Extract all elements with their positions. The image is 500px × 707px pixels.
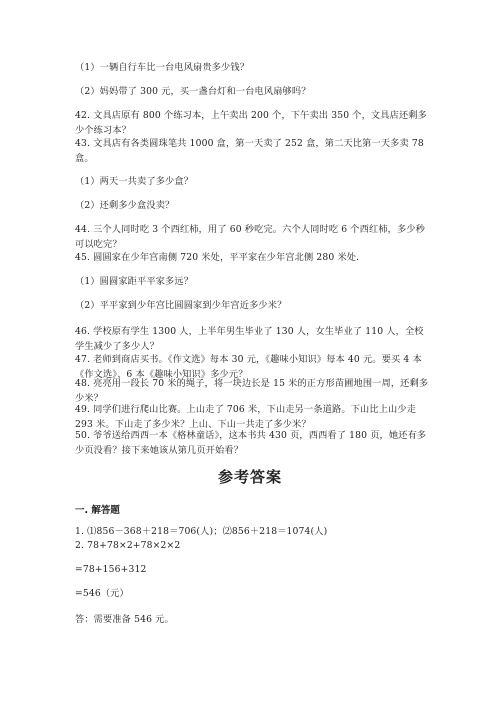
question-45-part-1: （1）圆圆家距平平家多远？ <box>75 276 194 287</box>
question-43: 43. 文具店有各类圆珠笔共 1000 盒，第一天卖了 252 盒，第二天比第一天多卖 78 盒。 <box>75 138 424 164</box>
question-48: 48. 亮亮用一段长 70 米的绳子，将一块边长是 15 米的正方形苗圃地围一周，还剩多少米？ <box>75 378 429 404</box>
question-45: 45. 圆圆家在少年宫南侧 720 米处，平平家在少年宫北侧 280 米处. <box>75 252 360 263</box>
answer-2-step-2: =546（元） <box>75 588 129 599</box>
answer-key-title: 参考答案 <box>217 468 282 486</box>
question-43-part-2: （2）还剩多少盒没卖？ <box>75 200 175 211</box>
question-45-part-2: （2）平平家到少年宫比圆圆家到少年宫近多少米？ <box>75 300 287 311</box>
section-heading: 一. 解答题 <box>75 505 120 516</box>
question-46: 46. 学校原有学生 1300 人，上半年男生毕业了 130 人，女生毕业了 110 人，全校学生减少了多少人？ <box>75 326 424 352</box>
answer-2: 2. 78+78×2+78×2×2 <box>75 540 181 551</box>
question-47: 47. 老师到商店买书。《作文选》每本 30 元，《趣味小知识》每本 40 元。要买 4 本《作文选》、6 本《趣味小知识》多少元？ <box>75 354 422 380</box>
answer-2-conclusion: 答：需要准备 546 元。 <box>75 614 174 625</box>
question-44: 44. 三个人同时吃 3 个西红柿，用了 60 秒吃完。六个人同时吃 6 个西红柿，多少秒可以吃完？ <box>75 224 425 250</box>
question-50: 50. 爷爷送给西西一本《格林童话》，这本书共 430 页，西西看了 180 页，她还有多少页没看？接下来她该从第几页开始看？ <box>75 430 427 456</box>
answer-1: 1. ⑴856－368＋218＝706(人)；⑵856＋218＝1074(人) <box>75 526 328 537</box>
question-41-part-1: （1）一辆自行车比一台电风扇贵多少钱？ <box>75 62 250 73</box>
question-49: 49. 同学们进行爬山比赛。上山走了 706 米，下山走另一条道路。下山比上山少走 293 米。下山走了多少米？上山、下山一共走了多少米？ <box>75 404 417 430</box>
answer-2-step-1: =78+156+312 <box>75 564 147 575</box>
question-42: 42. 文具店原有 800 个练习本，上午卖出 200 个，下午卖出 350 个，文具店还剩多少个练习本？ <box>75 110 427 136</box>
question-43-part-1: （1）两天一共卖了多少盒？ <box>75 176 194 187</box>
question-41-part-2: （2）妈妈带了 300 元，买一盏台灯和一台电风扇够吗？ <box>75 86 311 97</box>
